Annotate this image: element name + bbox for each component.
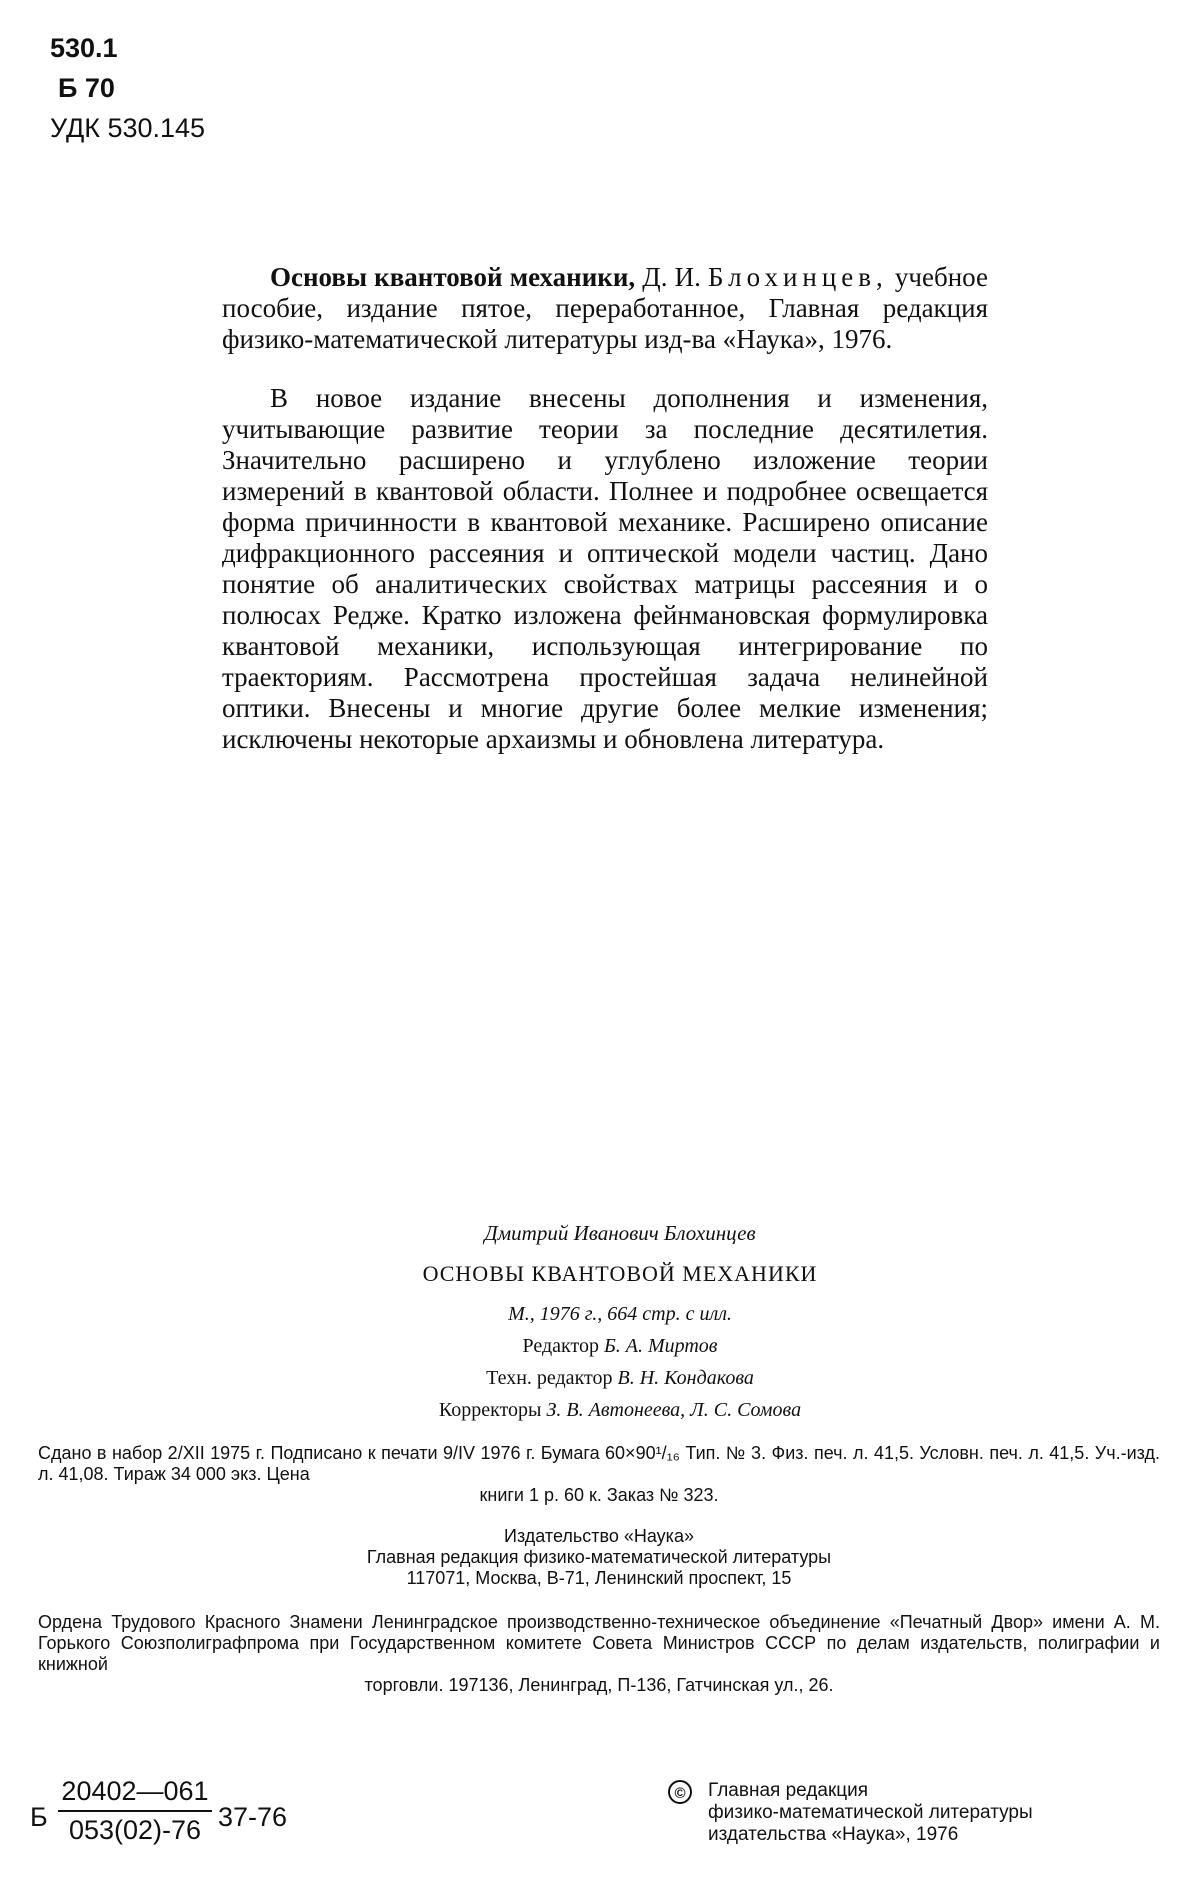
- udc-code: УДК 530.145: [50, 113, 206, 143]
- publisher-division: Главная редакция физико-математической литературы: [366, 1547, 832, 1567]
- copyright-line-1: Главная редакция: [708, 1780, 869, 1801]
- pub-info-text: М., 1976 г., 664 стр. с илл.: [508, 1303, 732, 1325]
- editor-label: Редактор: [522, 1335, 599, 1357]
- publisher-address: 117071, Москва, В-71, Ленинский проспект, 15: [406, 1568, 792, 1588]
- index-fraction: [58, 1776, 212, 1846]
- colophon-tech-editor: [200, 1367, 1040, 1390]
- classification-block: [50, 28, 205, 148]
- index-numerator: 20402—061: [61, 1776, 209, 1806]
- annotation-block: [222, 262, 988, 755]
- book-title-bold: Основы квантовой механики,: [270, 262, 636, 292]
- proofreaders-label: Корректоры: [438, 1399, 542, 1421]
- colophon-author: Дмитрий Иванович Блохинцев: [484, 1221, 756, 1245]
- tech-editor-name: В. Н. Кондакова: [617, 1367, 754, 1389]
- copyright-line-3: издательства «Наука», 1976: [708, 1824, 959, 1845]
- printer-block: [38, 1612, 1160, 1696]
- proofreaders-names: З. В. Автонеева, Л. С. Сомова: [546, 1399, 802, 1421]
- printer-text: Ордена Трудового Красного Знамени Ленинградское производственно-техническое объединение «Печатный Двор» имени А. М. Горького Союзполиграфпрома при Государственном комитете Совета Министров СССР по делам издательств, полиграфии и книжной: [38, 1612, 1160, 1674]
- publisher-name: Издательство «Наука»: [504, 1526, 694, 1546]
- print-details: [38, 1443, 1160, 1506]
- index-letter: Б: [30, 1802, 48, 1832]
- publisher-block: [38, 1526, 1160, 1589]
- bbk-code: 530.1: [50, 33, 118, 63]
- author-initials: Д. И.: [642, 262, 701, 292]
- editor-name: Б. А. Миртов: [603, 1335, 718, 1357]
- index-suffix: 37-76: [218, 1802, 288, 1832]
- colophon-editor: [200, 1335, 1040, 1358]
- printer-last: торговли. 197136, Ленинград, П-136, Гатчинская ул., 26.: [364, 1675, 834, 1695]
- colophon-title: ОСНОВЫ КВАНТОВОЙ МЕХАНИКИ: [422, 1261, 818, 1286]
- print-details-text: Сдано в набор 2/XII 1975 г. Подписано к печати 9/IV 1976 г. Бумага 60×90¹/₁₆ Тип. № 3. Физ. печ. л. 41,5. Условн. печ. л. 41,5. Уч.-изд. л. 41,08. Тираж 34 000 экз. Цена: [38, 1443, 1160, 1484]
- copyright-line-2: физико-математической литературы: [708, 1802, 1033, 1823]
- abstract: В новое издание внесены дополнения и изменения, учитывающие развитие теории за последние десятилетия. Значительно расширено и углублено изложение теории измерений в квантовой области. Полнее и подробнее освещается форма причинности в квантовой механике. Расширено описание дифракционного рассеяния и оптической модели частиц. Дано понятие об аналитических свойствах матрицы рассеяния и о полюсах Редже. Кратко изложена фейнмановская формулировка квантовой механики, использующая интегрирование по траекториям. Рассмотрена простейшая задача нелинейной оптики. Внесены и многие другие более мелкие изменения; исключены некоторые архаизмы и обновлена литература.: [222, 383, 988, 754]
- bibliographic-description: учебное пособие, издание пятое, переработанное, Главная редакция физико-математической литературы изд-ва «Наука», 1976.: [222, 262, 988, 354]
- print-details-last: книги 1 р. 60 к. Заказ № 323.: [479, 1485, 719, 1505]
- author-surname: Блохинцев,: [708, 262, 888, 292]
- colophon-proofreaders: [200, 1399, 1040, 1422]
- colophon-pub-info: [200, 1303, 1040, 1326]
- copyright-lines: [708, 1780, 1033, 1846]
- copyright-icon: ©: [668, 1780, 692, 1804]
- author-mark: Б 70: [58, 73, 115, 103]
- bibliographic-entry: [222, 262, 988, 355]
- index-denominator: 053(02)-76: [68, 1815, 202, 1845]
- fraction-bar: [58, 1810, 212, 1812]
- tech-editor-label: Техн. редактор: [486, 1367, 613, 1389]
